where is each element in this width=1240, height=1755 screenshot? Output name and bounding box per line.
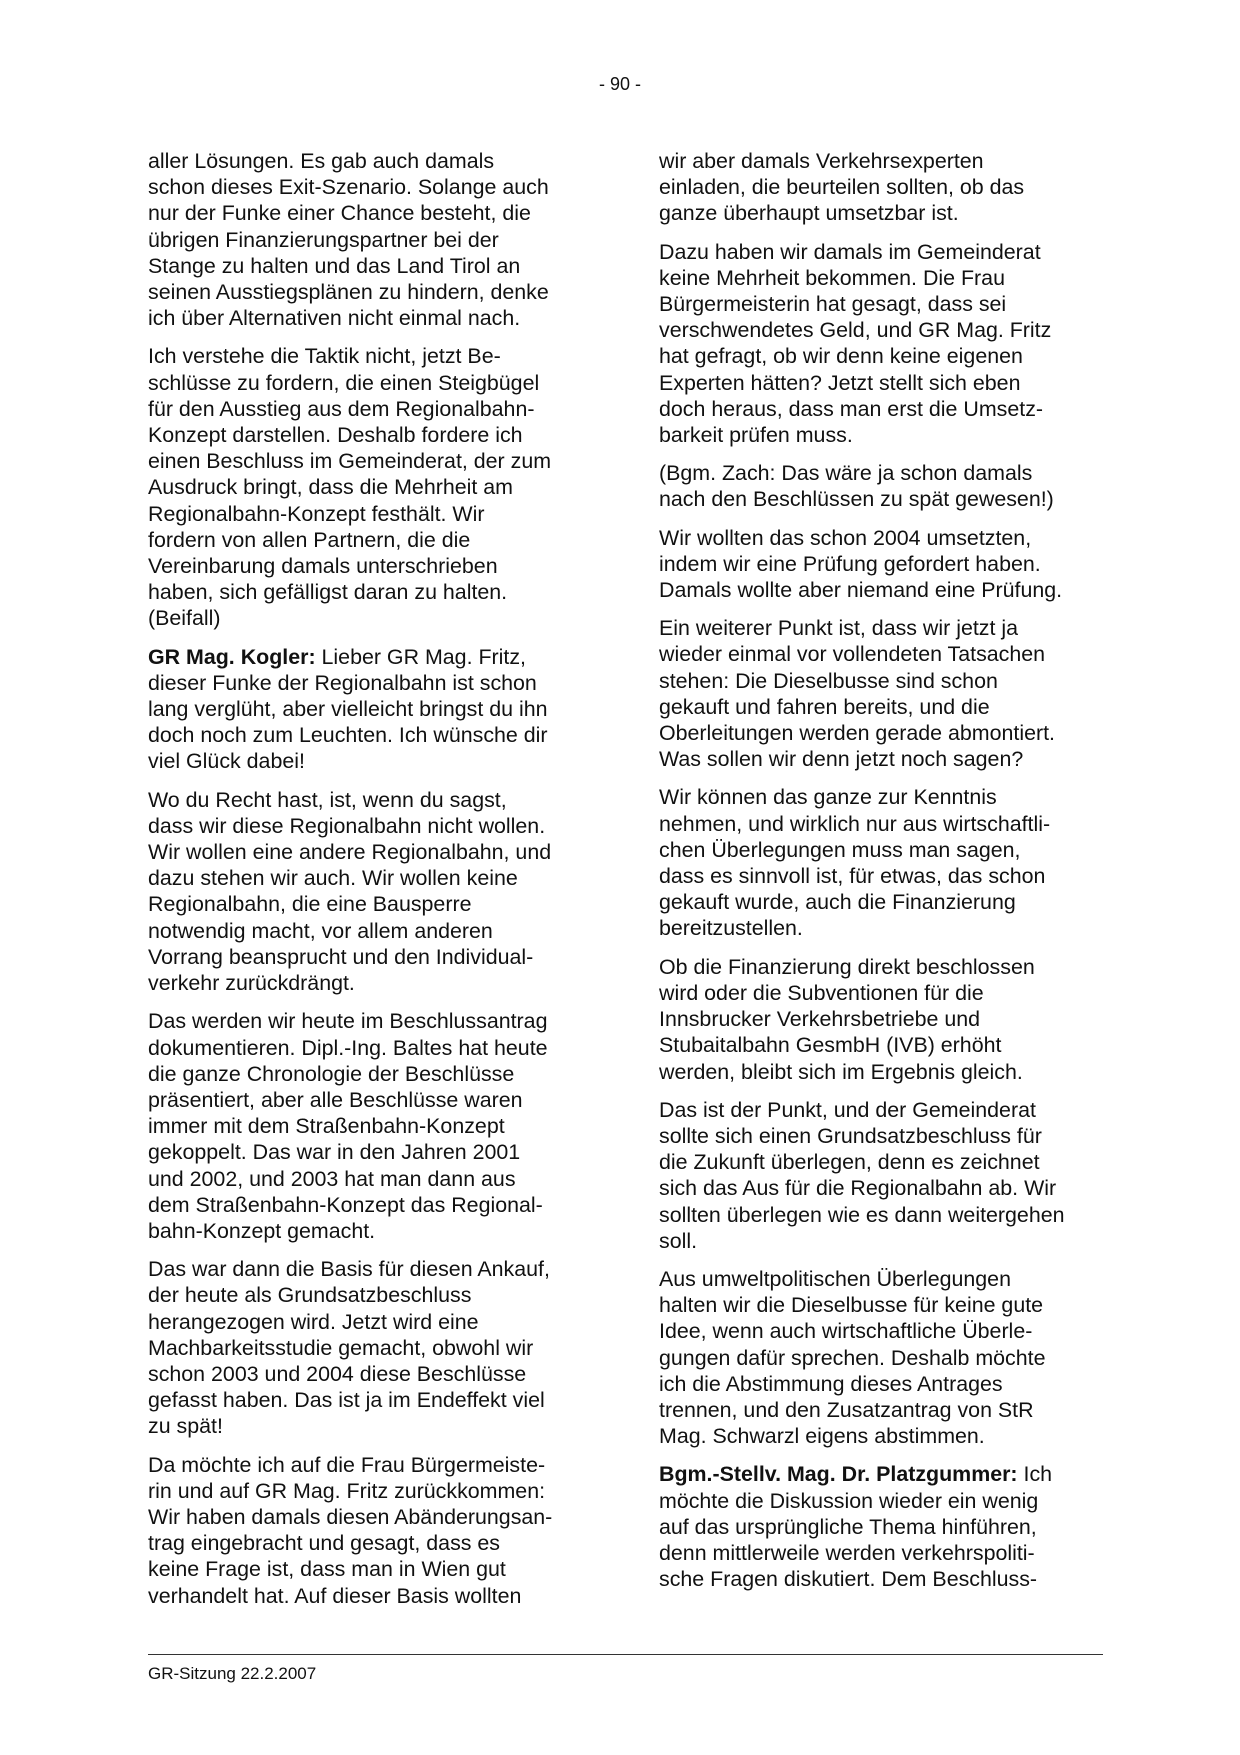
text-line: dieser Funke der Regionalbahn ist schon bbox=[148, 670, 537, 695]
text-line: Stange zu halten und das Land Tirol an bbox=[148, 253, 521, 278]
text-line: Das werden wir heute im Beschlussantrag bbox=[148, 1009, 548, 1034]
text-line: ich über Alternativen nicht einmal nach. bbox=[148, 306, 521, 331]
text-line: Wir wollten das schon 2004 umsetzten, bbox=[659, 525, 1032, 550]
paragraph bbox=[659, 615, 1104, 772]
text-line: nur der Funke einer Chance besteht, die bbox=[148, 201, 531, 226]
text-line: Wir haben damals diesen Abänderungsan- bbox=[148, 1504, 553, 1529]
text-line: auf das ursprüngliche Thema hinführen, bbox=[659, 1514, 1037, 1539]
text-line: stehen: Die Dieselbusse sind schon bbox=[659, 668, 998, 693]
text-line: schon dieses Exit-Szenario. Solange auch bbox=[148, 175, 549, 200]
text-line: Idee, wenn auch wirtschaftliche Überle- bbox=[659, 1319, 1033, 1344]
text-line: ganze überhaupt umsetzbar ist. bbox=[659, 201, 959, 226]
text-line: Ob die Finanzierung direkt beschlossen bbox=[659, 954, 1035, 979]
paragraph bbox=[659, 784, 1104, 941]
paragraph bbox=[148, 1256, 588, 1439]
text-line: Ich verstehe die Taktik nicht, jetzt Be- bbox=[148, 344, 501, 369]
text-line: (Beifall) bbox=[148, 606, 221, 631]
text-line: haben, sich gefälligst daran zu halten. bbox=[148, 580, 508, 605]
text-line: Ausdruck bringt, dass die Mehrheit am bbox=[148, 475, 513, 500]
text-line: trag eingebracht und gesagt, dass es bbox=[148, 1531, 500, 1556]
text-line: Wo du Recht hast, ist, wenn du sagst, bbox=[148, 787, 507, 812]
footer-session-date: GR-Sitzung 22.2.2007 bbox=[148, 1664, 317, 1683]
text-line: barkeit prüfen muss. bbox=[659, 423, 853, 448]
paragraph bbox=[148, 644, 588, 775]
paragraph bbox=[659, 460, 1104, 512]
text-line: fordern von allen Partnern, die die bbox=[148, 527, 471, 552]
text-line: Experten hätten? Jetzt stellt sich eben bbox=[659, 370, 1021, 395]
text-line: dem Straßenbahn-Konzept das Regional- bbox=[148, 1192, 543, 1217]
text-line: verhandelt hat. Auf dieser Basis wollten bbox=[148, 1583, 522, 1608]
text-line: die Zukunft überlegen, denn es zeichnet bbox=[659, 1150, 1040, 1175]
speaker-text: Lieber GR Mag. Fritz, bbox=[315, 644, 526, 669]
text-line: für den Ausstieg aus dem Regionalbahn- bbox=[148, 396, 535, 421]
text-line: bereitzustellen. bbox=[659, 916, 803, 941]
text-line: Ein weiterer Punkt ist, dass wir jetzt ja bbox=[659, 616, 1019, 641]
text-line: herangezogen wird. Jetzt wird eine bbox=[148, 1309, 479, 1334]
text-line: übrigen Finanzierungspartner bei der bbox=[148, 227, 499, 252]
text-line: schlüsse zu fordern, die einen Steigbügel bbox=[148, 370, 540, 395]
text-line: denn mittlerweile werden verkehrspoliti- bbox=[659, 1540, 1035, 1565]
text-line: Mag. Schwarzl eigens abstimmen. bbox=[659, 1424, 985, 1449]
text-line: Das war dann die Basis für diesen Ankauf, bbox=[148, 1257, 550, 1282]
text-line: Das ist der Punkt, und der Gemeinderat bbox=[659, 1097, 1036, 1122]
text-line: Innsbrucker Verkehrsbetriebe und bbox=[659, 1007, 981, 1032]
text-line: Was sollen wir denn jetzt noch sagen? bbox=[659, 747, 1024, 772]
paragraph bbox=[659, 1097, 1104, 1254]
text-line: aller Lösungen. Es gab auch damals bbox=[148, 149, 495, 173]
text-line: dazu stehen wir auch. Wir wollen keine bbox=[148, 866, 518, 891]
text-line: werden, bleibt sich im Ergebnis gleich. bbox=[659, 1059, 1023, 1084]
text-line: rin und auf GR Mag. Fritz zurückkommen: bbox=[148, 1478, 546, 1503]
text-line: Da möchte ich auf die Frau Bürgermeiste- bbox=[148, 1452, 546, 1477]
text-line: wir aber damals Verkehrsexperten bbox=[659, 149, 984, 173]
text-line: dass es sinnvoll ist, für etwas, das schon bbox=[659, 864, 1046, 889]
text-line: doch heraus, dass man erst die Umsetz- bbox=[659, 396, 1044, 421]
text-line: seinen Ausstiegsplänen zu hindern, denke bbox=[148, 280, 549, 305]
text-line: hat gefragt, ob wir denn keine eigenen bbox=[659, 344, 1023, 369]
text-line: der heute als Grundsatzbeschluss bbox=[148, 1283, 472, 1308]
speaker-name: GR Mag. Kogler: bbox=[148, 644, 316, 669]
text-line: sche Fragen diskutiert. Dem Beschluss- bbox=[659, 1567, 1038, 1592]
text-line: möchte die Diskussion wieder ein wenig bbox=[659, 1488, 1039, 1513]
paragraph bbox=[148, 1452, 588, 1609]
text-line: Stubaitalbahn GesmbH (IVB) erhöht bbox=[659, 1033, 1002, 1058]
speaker-text: Ich bbox=[1017, 1462, 1053, 1487]
page-number: - 90 - bbox=[598, 74, 641, 94]
text-line: chen Überlegungen muss man sagen, bbox=[659, 837, 1021, 862]
right-column bbox=[659, 148, 1104, 1604]
text-line: gekauft und fahren bereits, und die bbox=[659, 694, 990, 719]
text-line: soll. bbox=[659, 1228, 698, 1253]
text-line: nehmen, und wirklich nur aus wirtschaftli- bbox=[659, 811, 1051, 836]
text-line: Vorrang beansprucht und den Individual- bbox=[148, 944, 534, 969]
text-line: (Bgm. Zach: Das wäre ja schon damals bbox=[659, 461, 1033, 486]
text-line: notwendig macht, vor allem anderen bbox=[148, 918, 493, 943]
text-line: Regionalbahn, die eine Bausperre bbox=[148, 892, 472, 917]
text-line: sollte sich einen Grundsatzbeschluss für bbox=[659, 1123, 1042, 1148]
text-line: bahn-Konzept gemacht. bbox=[148, 1218, 376, 1243]
text-line: dass wir diese Regionalbahn nicht wollen. bbox=[148, 813, 546, 838]
text-line: trennen, und den Zusatzantrag von StR bbox=[659, 1397, 1034, 1422]
text-line: gekauft wurde, auch die Finanzierung bbox=[659, 890, 1016, 915]
text-line: präsentiert, aber alle Beschlüsse waren bbox=[148, 1087, 523, 1112]
text-line: Dazu haben wir damals im Gemeinderat bbox=[659, 239, 1041, 264]
text-line: wieder einmal vor vollendeten Tatsachen bbox=[659, 642, 1046, 667]
text-line: und 2002, und 2003 hat man dann aus bbox=[148, 1166, 516, 1191]
footer-divider bbox=[148, 1654, 1103, 1655]
text-line: dokumentieren. Dipl.-Ing. Baltes hat heute bbox=[148, 1035, 548, 1060]
text-line: lang verglüht, aber vielleicht bringst du ihn bbox=[148, 697, 548, 722]
text-line: einen Beschluss im Gemeinderat, der zum bbox=[148, 449, 552, 474]
text-line: ich die Abstimmung dieses Antrages bbox=[659, 1371, 1003, 1396]
text-line bbox=[148, 644, 588, 670]
text-line: Bürgermeisterin hat gesagt, dass sei bbox=[659, 292, 1007, 317]
text-line: nach den Beschlüssen zu spät gewesen!) bbox=[659, 487, 1054, 512]
text-line: zu spät! bbox=[148, 1414, 223, 1439]
text-line: verkehr zurückdrängt. bbox=[148, 971, 355, 996]
text-line: halten wir die Dieselbusse für keine gute bbox=[659, 1293, 1044, 1318]
text-line: keine Frage ist, dass man in Wien gut bbox=[148, 1557, 506, 1582]
text-line: wird oder die Subventionen für die bbox=[659, 980, 984, 1005]
text-line: Konzept darstellen. Deshalb fordere ich bbox=[148, 423, 523, 448]
text-line: Oberleitungen werden gerade abmontiert. bbox=[659, 721, 1055, 746]
text-line: viel Glück dabei! bbox=[148, 749, 305, 774]
text-line: gefasst haben. Das ist ja im Endeffekt viel bbox=[148, 1388, 545, 1413]
paragraph bbox=[659, 239, 1104, 449]
paragraph bbox=[659, 1266, 1104, 1449]
paragraph bbox=[148, 1008, 588, 1244]
text-line bbox=[659, 1461, 1104, 1487]
text-line: Vereinbarung damals unterschrieben bbox=[148, 554, 498, 579]
text-line: verschwendetes Geld, und GR Mag. Fritz bbox=[659, 318, 1052, 343]
paragraph bbox=[148, 343, 588, 631]
paragraph bbox=[148, 787, 588, 997]
text-line: einladen, die beurteilen sollten, ob das bbox=[659, 175, 1025, 200]
text-line: doch noch zum Leuchten. Ich wünsche dir bbox=[148, 723, 548, 748]
paragraph bbox=[659, 1461, 1104, 1592]
paragraph bbox=[659, 954, 1104, 1085]
text-line: Damals wollte aber niemand eine Prüfung. bbox=[659, 578, 1063, 603]
text-line: sich das Aus für die Regionalbahn ab. Wir bbox=[659, 1176, 1057, 1201]
text-line: immer mit dem Straßenbahn-Konzept bbox=[148, 1114, 505, 1139]
text-line: schon 2003 und 2004 diese Beschlüsse bbox=[148, 1361, 527, 1386]
text-line: Wir können das ganze zur Kenntnis bbox=[659, 785, 997, 810]
text-line: Regionalbahn-Konzept festhält. Wir bbox=[148, 501, 485, 526]
paragraph bbox=[659, 525, 1104, 604]
text-line: die ganze Chronologie der Beschlüsse bbox=[148, 1061, 515, 1086]
speaker-name: Bgm.-Stellv. Mag. Dr. Platzgummer: bbox=[659, 1462, 1018, 1487]
text-line: keine Mehrheit bekommen. Die Frau bbox=[659, 265, 1005, 290]
left-column bbox=[148, 148, 588, 1621]
text-line: Wir wollen eine andere Regionalbahn, und bbox=[148, 840, 552, 865]
text-line: indem wir eine Prüfung gefordert haben. bbox=[659, 551, 1041, 576]
paragraph bbox=[148, 148, 588, 331]
text-line: gungen dafür sprechen. Deshalb möchte bbox=[659, 1345, 1046, 1370]
text-line: Aus umweltpolitischen Überlegungen bbox=[659, 1266, 1011, 1291]
paragraph bbox=[659, 148, 1104, 227]
text-line: gekoppelt. Das war in den Jahren 2001 bbox=[148, 1140, 521, 1165]
text-line: sollten überlegen wie es dann weitergehen bbox=[659, 1202, 1065, 1227]
text-line: Machbarkeitsstudie gemacht, obwohl wir bbox=[148, 1335, 534, 1360]
